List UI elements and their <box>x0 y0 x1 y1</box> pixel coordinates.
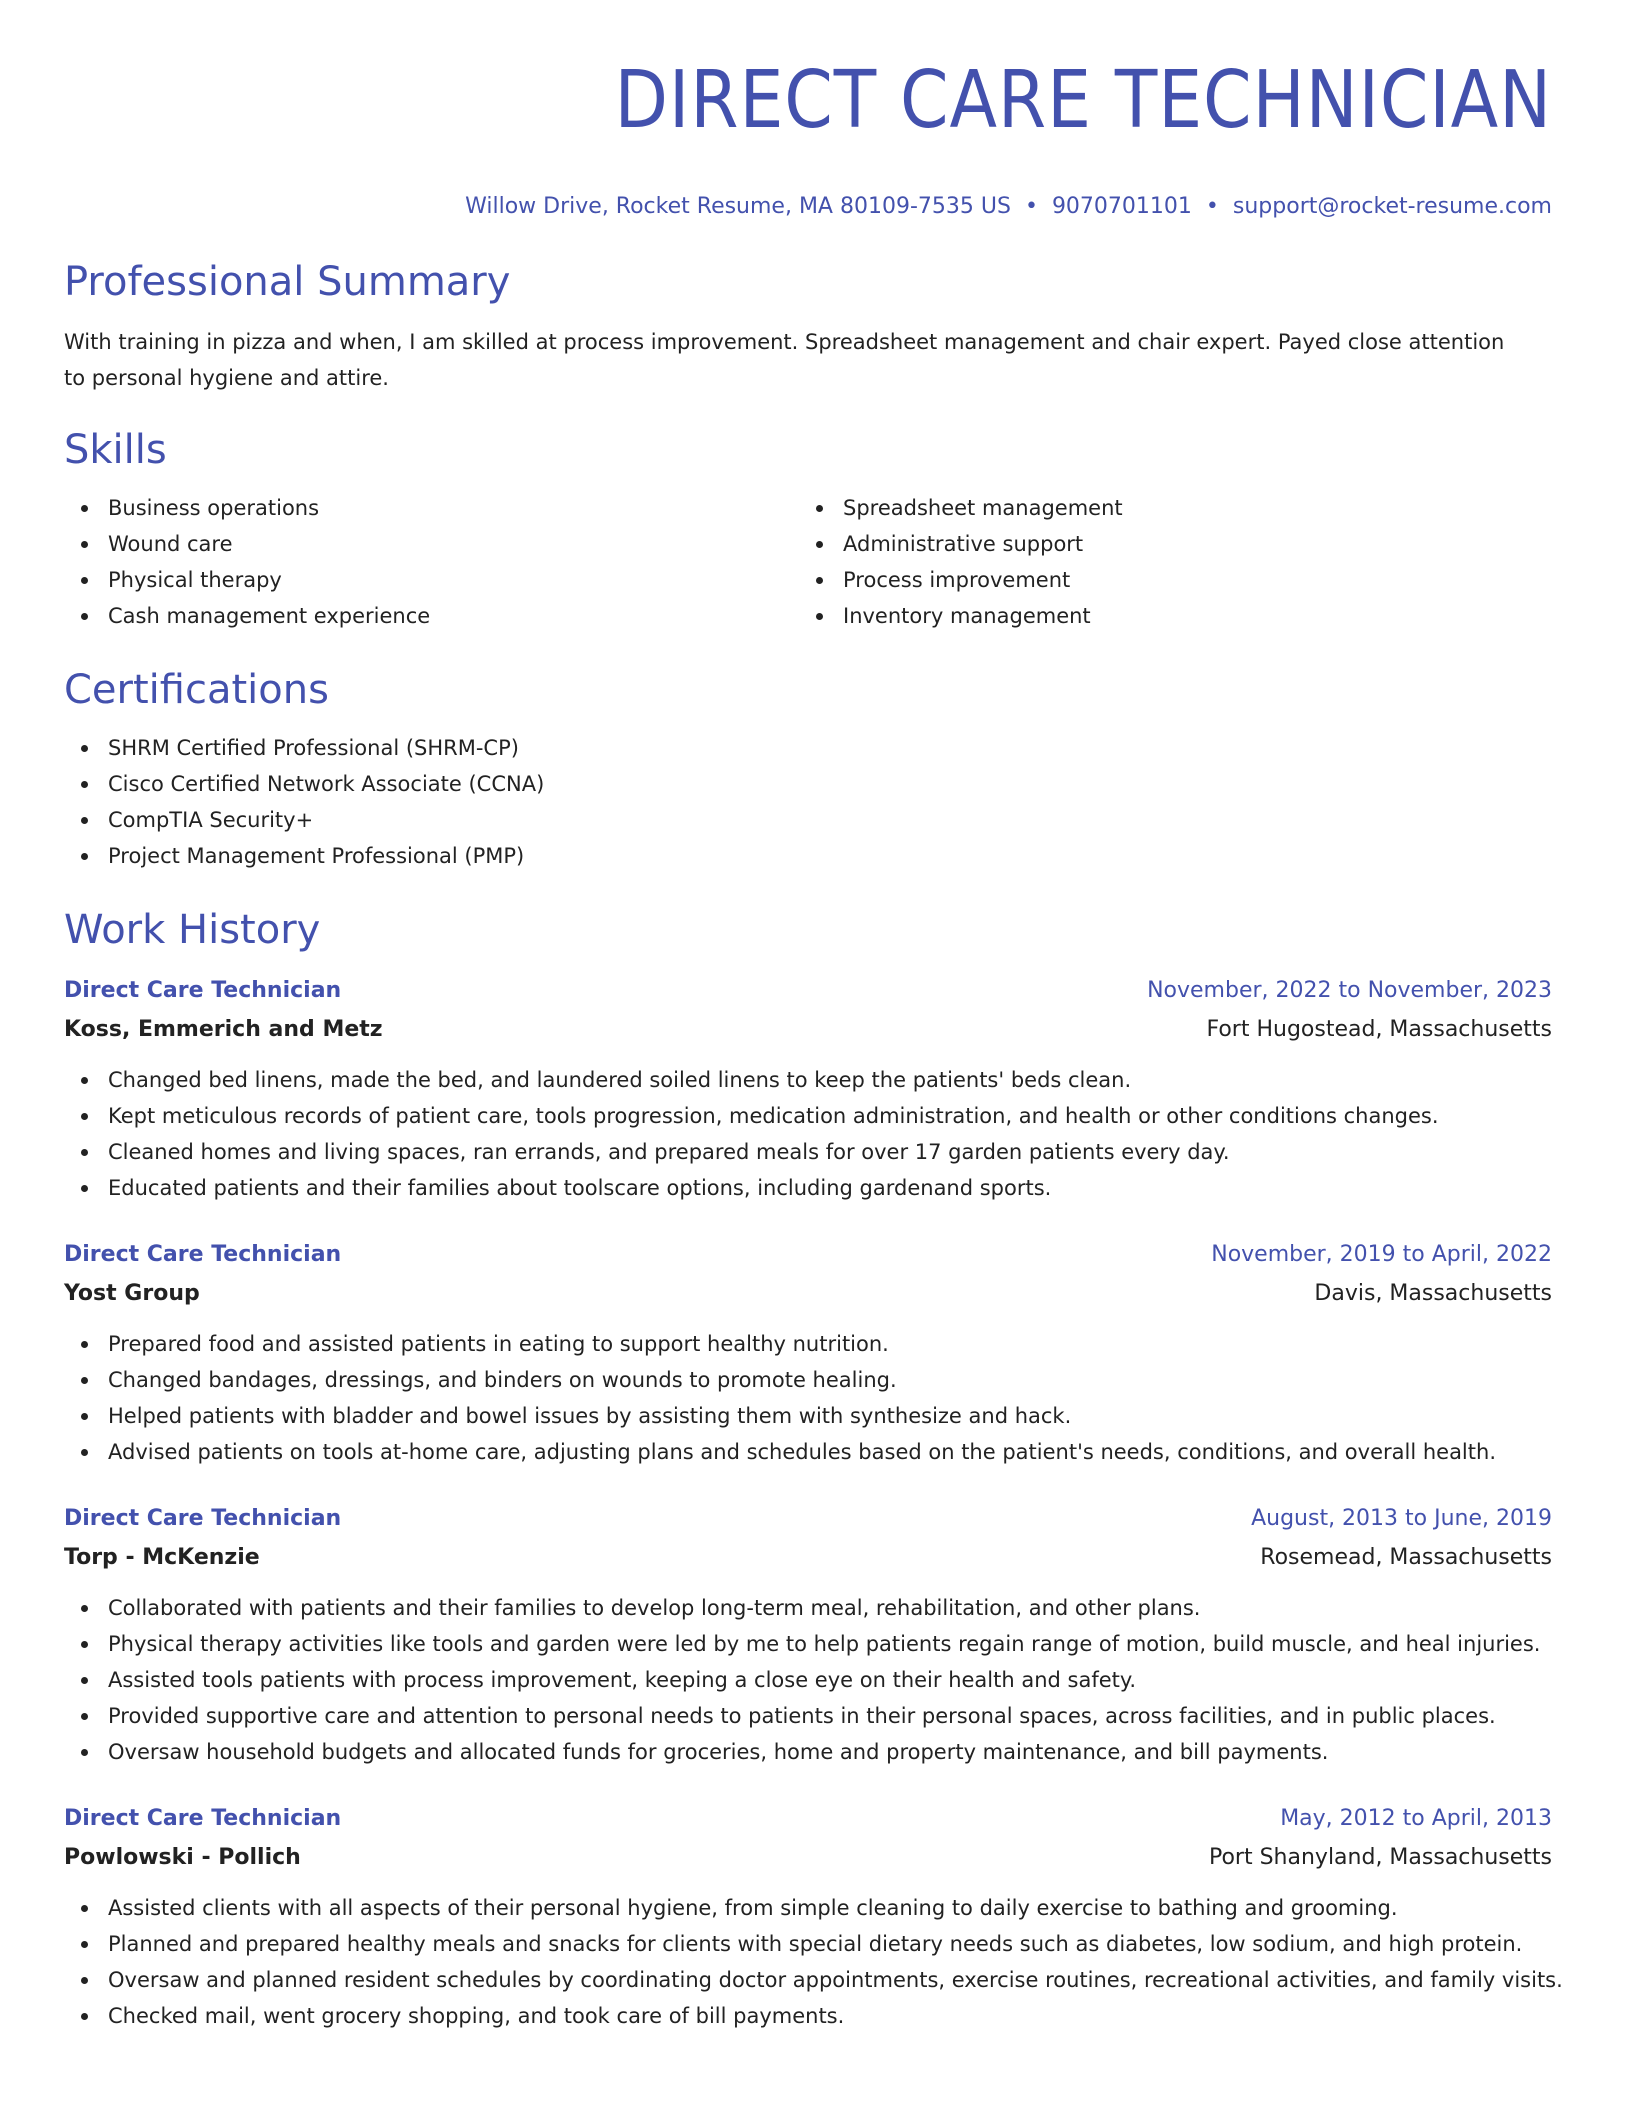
job-employer-row <box>64 1838 1552 1878</box>
job-dates: November, 2019 to April, 2022 <box>1211 1242 1552 1267</box>
job-duties-list <box>64 1062 1552 1206</box>
job-dates: August, 2013 to June, 2019 <box>1251 1506 1552 1531</box>
job-entry <box>64 972 1552 1206</box>
job-duty: Prepared food and assisted patients in eating to support healthy nutrition. <box>64 1326 1552 1362</box>
skill-item: Administrative support <box>799 526 1534 562</box>
job-company: Torp - McKenzie <box>64 1545 260 1570</box>
job-duty: Cleaned homes and living spaces, ran errands, and prepared meals for over 17 garden patients every day. <box>64 1134 1552 1170</box>
contact-separator: • <box>1024 194 1038 219</box>
job-duty: Provided supportive care and attention to personal needs to patients in their personal spaces, across facilities, and in public places. <box>64 1698 1552 1734</box>
certifications-heading: Certifications <box>64 667 329 713</box>
job-duty: Checked mail, went grocery shopping, and took care of bill payments. <box>64 1998 1552 2034</box>
job-employer-row <box>64 1274 1552 1314</box>
job-location: Fort Hugostead, Massachusetts <box>1206 1017 1552 1042</box>
skills-column-right <box>799 490 1534 634</box>
certifications-list <box>64 730 1552 874</box>
job-title-row <box>64 972 1552 1010</box>
work-history-heading: Work History <box>64 907 321 953</box>
job-entry <box>64 1800 1563 2034</box>
skills-heading: Skills <box>64 427 167 473</box>
job-title-row <box>64 1800 1552 1838</box>
job-duties-list <box>64 1326 1552 1470</box>
skill-item: Physical therapy <box>64 562 799 598</box>
job-title: Direct Care Technician <box>64 1506 342 1531</box>
job-duty: Planned and prepared healthy meals and snacks for clients with special dietary needs such as diabetes, low sodium, and high protein. <box>64 1926 1552 1962</box>
job-location: Davis, Massachusetts <box>1314 1281 1552 1306</box>
skill-item: Inventory management <box>799 598 1534 634</box>
contact-email: support@rocket-resume.com <box>1232 194 1552 219</box>
resume-page <box>64 48 1563 2034</box>
certification-item: Project Management Professional (PMP) <box>64 838 1552 874</box>
skill-item: Process improvement <box>799 562 1534 598</box>
job-location: Port Shanyland, Massachusetts <box>1208 1845 1552 1870</box>
skill-item: Wound care <box>64 526 799 562</box>
job-duty: Advised patients on tools at-home care, adjusting plans and schedules based on the patient's needs, conditions, and overall health. <box>64 1434 1552 1470</box>
summary-heading: Professional Summary <box>64 259 511 305</box>
job-title: Direct Care Technician <box>64 1806 342 1831</box>
job-duty: Oversaw and planned resident schedules by coordinating doctor appointments, exercise routines, recreational activities, and family visits. <box>64 1962 1552 1998</box>
contact-phone: 9070701101 <box>1051 194 1192 219</box>
contact-line <box>64 192 1552 222</box>
job-duty: Oversaw household budgets and allocated funds for groceries, home and property maintenance, and bill payments. <box>64 1734 1552 1770</box>
skills-column-left <box>64 490 799 634</box>
job-duty: Changed bandages, dressings, and binders on wounds to promote healing. <box>64 1362 1552 1398</box>
job-entry <box>64 1500 1552 1770</box>
job-duties-list <box>64 1890 1563 2034</box>
contact-separator: • <box>1205 194 1219 219</box>
job-company: Yost Group <box>64 1281 200 1306</box>
job-dates: November, 2022 to November, 2023 <box>1147 978 1552 1003</box>
resume-header <box>64 48 1552 222</box>
candidate-name: DIRECT CARE TECHNICIAN <box>614 54 1552 146</box>
skills-grid <box>64 490 1552 634</box>
job-company: Powlowski - Pollich <box>64 1845 301 1870</box>
skills-section <box>64 424 1552 634</box>
job-duty: Assisted clients with all aspects of their personal hygiene, from simple cleaning to daily exercise to bathing and grooming. <box>64 1890 1552 1926</box>
certification-item: SHRM Certified Professional (SHRM-CP) <box>64 730 1552 766</box>
skill-item: Cash management experience <box>64 598 799 634</box>
certification-item: CompTIA Security+ <box>64 802 1552 838</box>
summary-text: With training in pizza and when, I am skilled at process improvement. Spreadsheet management and chair expert. Payed close attention to personal hygiene and attire. <box>64 330 1505 390</box>
job-duty: Collaborated with patients and their families to develop long-term meal, rehabilitation, and other plans. <box>64 1590 1552 1626</box>
job-duty: Helped patients with bladder and bowel issues by assisting them with synthesize and hack. <box>64 1398 1552 1434</box>
job-dates: May, 2012 to April, 2013 <box>1280 1806 1552 1831</box>
job-duties-list <box>64 1590 1552 1770</box>
work-history-section <box>64 904 1563 2034</box>
job-location: Rosemead, Massachusetts <box>1260 1545 1552 1570</box>
job-title-row <box>64 1236 1552 1274</box>
job-entry <box>64 1236 1552 1470</box>
certification-item: Cisco Certified Network Associate (CCNA) <box>64 766 1552 802</box>
job-title: Direct Care Technician <box>64 978 342 1003</box>
job-duty: Changed bed linens, made the bed, and laundered soiled linens to keep the patients' beds clean. <box>64 1062 1552 1098</box>
job-duty: Educated patients and their families about toolscare options, including gardenand sports. <box>64 1170 1552 1206</box>
job-duty: Kept meticulous records of patient care, tools progression, medication administration, and health or other conditions changes. <box>64 1098 1552 1134</box>
job-company: Koss, Emmerich and Metz <box>64 1017 383 1042</box>
job-employer-row <box>64 1010 1552 1050</box>
skill-item: Spreadsheet management <box>799 490 1534 526</box>
skill-item: Business operations <box>64 490 799 526</box>
job-title-row <box>64 1500 1552 1538</box>
contact-address: Willow Drive, Rocket Resume, MA 80109-7535 US <box>465 194 1011 219</box>
job-duty: Assisted tools patients with process improvement, keeping a close eye on their health and safety. <box>64 1662 1552 1698</box>
certifications-section <box>64 664 1552 874</box>
job-employer-row <box>64 1538 1552 1578</box>
job-title: Direct Care Technician <box>64 1242 342 1267</box>
summary-section <box>64 256 1552 396</box>
job-duty: Physical therapy activities like tools and garden were led by me to help patients regain range of motion, build muscle, and heal injuries. <box>64 1626 1552 1662</box>
